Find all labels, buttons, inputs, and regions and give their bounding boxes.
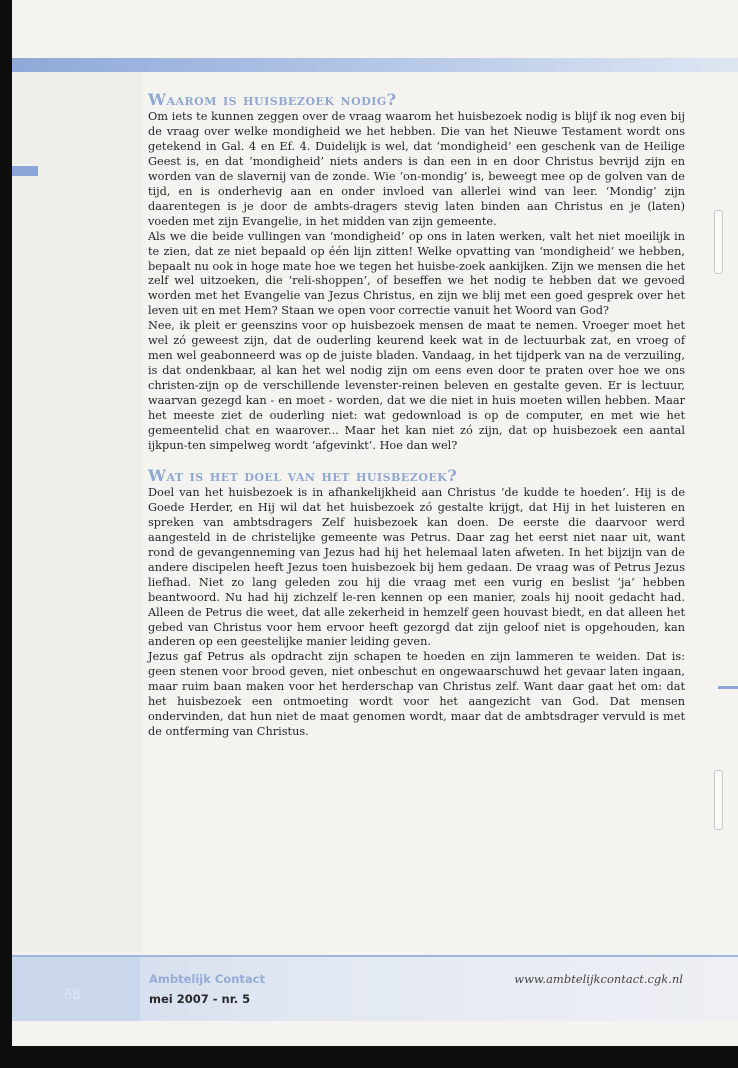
page-number: 68	[64, 988, 81, 1003]
scan-left-edge	[0, 0, 12, 1068]
paragraph: Jezus gaf Petrus als opdracht zijn schapen te hoeden en zijn lammeren te weiden. Dat is: geen stenen voor brood geven, niet onbeschut en ongewaarschuwd het gevaar laten ingaan, maar ruim baan maken voor het herderschap van Christus zelf. Want daar gaat het om: dat het huisbezoek een ontmoeting wordt voor het aangezicht van God. Dat mensen ondervinden, dat hun niet de maat genomen wordt, maar dat de ambtsdrager vervuld is met de ontferming van Christus.	[148, 650, 685, 739]
paragraph: Doel van het huisbezoek is in afhankelijkheid aan Christus ‘de kudde te hoeden’. Hij is de Goede Herder, en Hij wil dat het huisbezoek zó gestalte krijgt, dat Hij in het luisteren en spreken van ambtsdragers Zelf huisbezoek kan doen. De eerste die daarvoor werd aangesteld in de christelijke gemeente was Petrus. Daar zag het eerst niet naar uit, want rond de gevangenneming van Jezus had hij het helemaal laten afweten. In het bijzijn van de andere discipelen heeft Jezus toen huisbezoek bij hem gedaan. De vraag was of Petrus Jezus liefhad. Niet zo lang geleden zou hij die vraag met een vurig en beslist ‘ja’ hebben beantwoord. Nu had hij zichzelf le-ren kennen op een manier, zoals hij nooit gedacht had. Alleen de Petrus die weet, dat alle zekerheid in hemzelf geen houvast biedt, en dat alleen het gebed van Christus voor hem ervoor heeft gezorgd dat zijn geloof niet is opgehouden, kan anderen op een geestelijke manier leiding geven.	[148, 485, 685, 649]
paragraph: Om iets te kunnen zeggen over de vraag waarom het huisbezoek nodig is blijf ik nog even bij de vraag over welke mondigheid we het hebben. Die van het Nieuwe Testament wordt ons getekend in Gal. 4 en Ef. 4. Duidelijk is wel, dat ‘mondigheid’ een geschenk van de Heilige Geest is, en dat ‘mondigheid’ niets anders is dan een in en door Christus bevrijd zijn en worden van de slavernij van de zonde. Wie ‘on-mondig’ is, beweegt mee op de golven van de tijd, en is onderhevig aan en onder invloed van allerlei wind van leer. ‘Mondig’ zijn daarentegen is je door de ambts-dragers stevig laten binden aan Christus en je (laten) voeden met zijn Evangelie, in het midden van zijn gemeente.	[148, 110, 685, 228]
magazine-title: Ambtelijk Contact	[149, 972, 265, 986]
scan-bottom-edge	[0, 1046, 738, 1068]
article-body	[148, 90, 685, 740]
margin-marker-left	[12, 166, 38, 176]
section-heading: Wat is het doel van het huisbezoek?	[148, 465, 458, 485]
paragraph: Als we die beide vullingen van ‘mondigheid’ op ons in laten werken, valt het niet moeilijk in te zien, dat ze niet bepaald op één lijn zitten! Welke opvatting van ‘mondigheid’ we hebben, bepaalt nu ook in hoge mate hoe we tegen het huisbe-zoek aankijken. Zijn we mensen die het zelf wel uitzoeken, die ‘reli-shoppen’, of beseffen we het nodig te hebben dat we gevoed worden met het Evangelie van Jezus Christus, en zijn we blij met een goed gesprek over het leven uit en met Hem? Staan we open voor correctie vanuit het Woord van God?	[148, 229, 685, 318]
section-why-visit	[148, 90, 685, 454]
header-color-band	[12, 58, 738, 72]
footer-divider	[12, 955, 738, 957]
margin-column	[12, 72, 142, 952]
binding-hole-bottom	[714, 770, 723, 830]
paragraph: Nee, ik pleit er geenszins voor op huisbezoek mensen de maat te nemen. Vroeger moet het wel zó geweest zijn, dat de ouderling keurend keek wat in de lectuurbak zat, en vroeg of men wel geabonneerd was op de juiste bladen. Vandaag, in het tijdperk van na de verzuiling, is dat ondenkbaar, al kan het wel nodig zijn om eens even door te praten over hoe we ons christen-zijn op de verschillende levenster-reinen beleven en gestalte geven. Er is lectuur, waarvan gezegd kan - en moet - worden, dat we die niet in huis moeten willen hebben. Maar het meeste ziet de ouderling niet: wat gedownload is op de computer, en met wie het gemeentelid chat en waarover... Maar het kan niet zó zijn, dat op huisbezoek een aantal ijkpun-ten simpelweg wordt ‘afgevinkt’. Hoe dan wel?	[148, 319, 685, 452]
issue-label: mei 2007 - nr. 5	[149, 992, 251, 1006]
binding-hole-top	[714, 210, 723, 274]
section-heading: Waarom is huisbezoek nodig?	[148, 90, 397, 109]
website-url: www.ambtelijkcontact.cgk.nl	[514, 972, 683, 986]
section-goal-visit	[148, 466, 685, 740]
margin-marker-right	[718, 686, 738, 689]
